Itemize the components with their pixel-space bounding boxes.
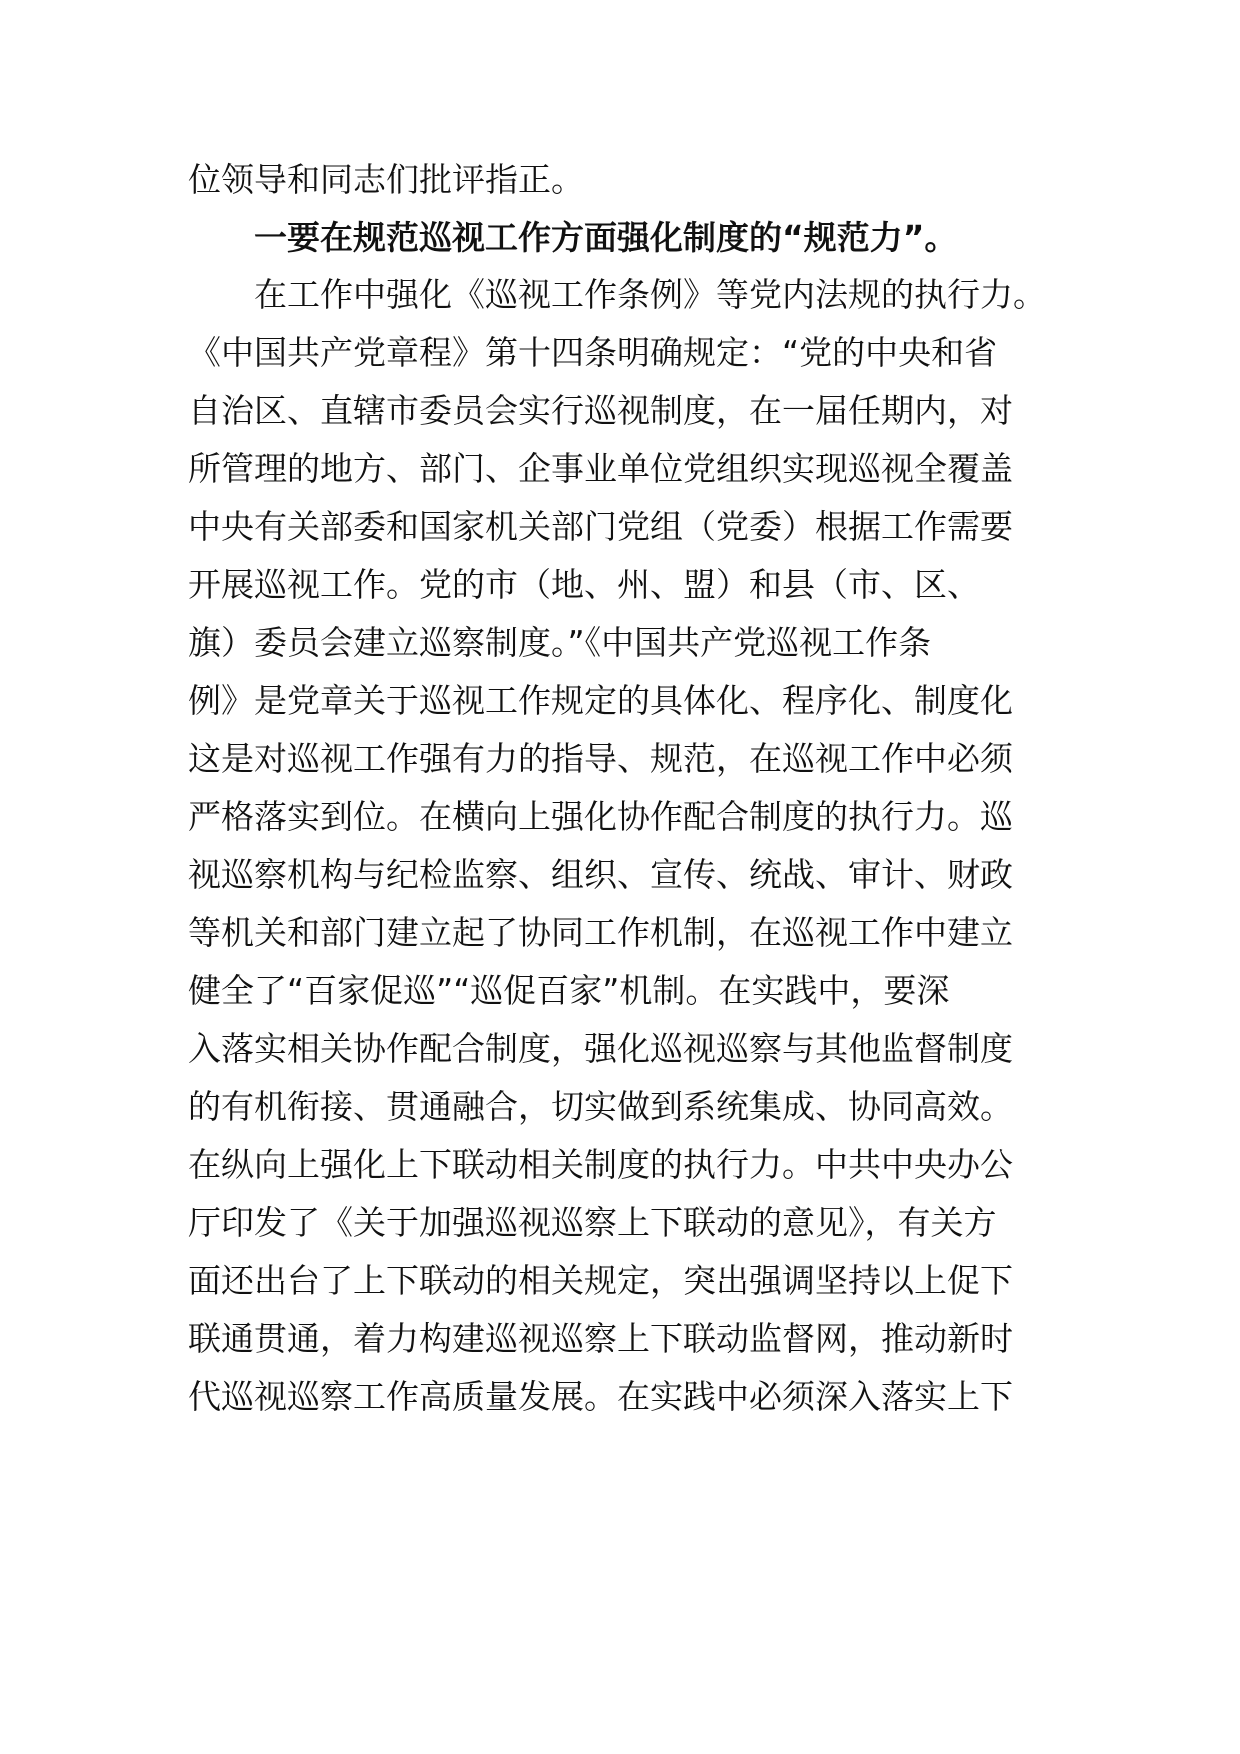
body-text-line: 联通贯通，着力构建巡视巡察上下联动监督网，推动新时	[188, 1319, 1013, 1358]
body-text-line: 《中国共产党章程》第十四条明确规定：“党的中央和省	[188, 333, 998, 372]
body-text-line: 的有机衔接、贯通融合，切实做到系统集成、协同高效。	[188, 1087, 1013, 1126]
body-text-line: 这是对巡视工作强有力的指导、规范，在巡视工作中必须	[188, 739, 1013, 778]
body-text-line: 代巡视巡察工作高质量发展。在实践中必须深入落实上下	[188, 1377, 1013, 1416]
body-text-line: 在纵向上强化上下联动相关制度的执行力。中共中央办公	[188, 1145, 1013, 1184]
section-heading: 一要在规范巡视工作方面强化制度的“规范力”。	[254, 218, 958, 257]
body-text-line: 严格落实到位。在横向上强化协作配合制度的执行力。巡	[188, 797, 1013, 836]
body-text-line: 自治区、直辖市委员会实行巡视制度，在一届任期内，对	[188, 391, 1013, 430]
body-text-line: 例》是党章关于巡视工作规定的具体化、程序化、制度化	[188, 681, 1013, 720]
body-text-line: 中央有关部委和国家机关部门党组（党委）根据工作需要	[188, 507, 1013, 546]
body-text-line: 开展巡视工作。党的市（地、州、盟）和县（市、区、	[188, 565, 980, 604]
body-text-line: 视巡察机构与纪检监察、组织、宣传、统战、审计、财政	[188, 855, 1013, 894]
body-text-line: 等机关和部门建立起了协同工作机制，在巡视工作中建立	[188, 913, 1013, 952]
body-text-line: 面还出台了上下联动的相关规定，突出强调坚持以上促下	[188, 1261, 1013, 1300]
body-text-line: 所管理的地方、部门、企事业单位党组织实现巡视全覆盖	[188, 449, 1013, 488]
body-text-line: 旗）委员会建立巡察制度。”《中国共产党巡视工作条	[188, 623, 932, 662]
body-text-line: 位领导和同志们批评指正。	[188, 160, 584, 199]
body-text-line: 入落实相关协作配合制度，强化巡视巡察与其他监督制度	[188, 1029, 1013, 1068]
paragraph-first-line: 在工作中强化《巡视工作条例》等党内法规的执行力。	[254, 275, 1046, 314]
body-text-line: 健全了“百家促巡”“巡促百家”机制。在实践中，要深	[188, 971, 950, 1010]
body-text-line: 厅印发了《关于加强巡视巡察上下联动的意见》，有关方	[188, 1203, 997, 1242]
